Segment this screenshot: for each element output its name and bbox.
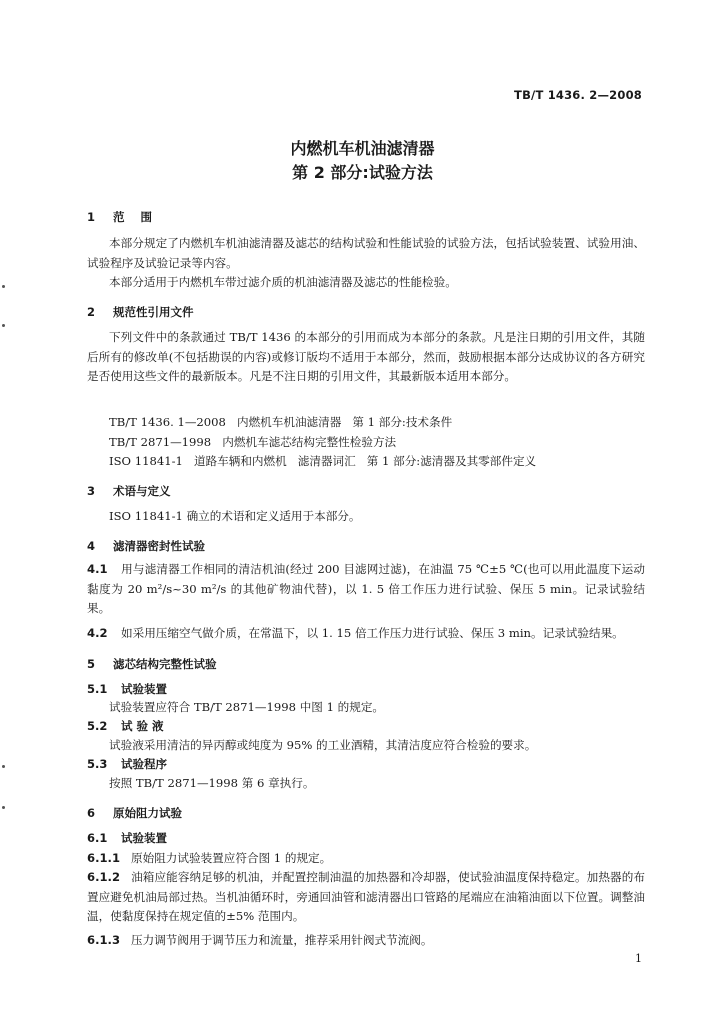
section-number: 6 bbox=[87, 806, 96, 820]
clause-number: 5.3 bbox=[87, 757, 108, 771]
section-number: 3 bbox=[87, 484, 96, 498]
section-title: 滤清器密封性试验 bbox=[113, 539, 205, 553]
scan-dot bbox=[2, 324, 5, 327]
clause-5-1-text: 试验装置应符合 TB/T 2871—1998 中图 1 的规定。 bbox=[109, 700, 385, 714]
clause-4-2 bbox=[87, 625, 624, 641]
section-2-heading bbox=[87, 304, 194, 320]
clause-5-3-text: 按照 TB/T 2871—1998 第 6 章执行。 bbox=[109, 776, 315, 790]
clause-6-1-1 bbox=[87, 850, 331, 866]
clause-number: 5.2 bbox=[87, 719, 108, 733]
section-1-paragraph-1: 本部分规定了内燃机车机油滤清器及滤芯的结构试验和性能试验的试验方法，包括试验装置、试验用油、试验程序及试验记录等内容。 bbox=[87, 236, 645, 270]
section-number: 4 bbox=[87, 539, 96, 553]
clause-title: 试验程序 bbox=[121, 757, 167, 771]
clause-number: 4.2 bbox=[87, 626, 108, 640]
scan-dot bbox=[2, 806, 5, 809]
clause-number: 4.1 bbox=[87, 562, 108, 576]
clause-number: 6.1.2 bbox=[87, 870, 121, 884]
section-title: 术语与定义 bbox=[113, 484, 171, 498]
scan-dot bbox=[2, 765, 5, 768]
clause-text: 用与滤清器工作相同的清洁机油(经过 200 目滤网过滤)，在油温 75 ℃±5 ℃(也可以用此温度下运动黏度为 20 m²/s~30 m²/s 的其他矿物油代替)，以 1. 5 倍工作压力进行试验、保压 5 min。记录试验结果。 bbox=[87, 562, 645, 616]
clause-title: 试验装置 bbox=[121, 831, 167, 845]
clause-5-2-heading bbox=[87, 718, 164, 734]
section-number: 1 bbox=[87, 210, 96, 224]
section-title: 原始阻力试验 bbox=[113, 806, 182, 820]
document-title: 内燃机车机油滤清器 bbox=[290, 139, 435, 158]
clause-6-1-heading bbox=[87, 830, 167, 846]
document-subtitle: 第 2 部分:试验方法 bbox=[292, 163, 433, 182]
page-number: 1 bbox=[635, 952, 642, 965]
section-number: 2 bbox=[87, 305, 96, 319]
clause-title: 试 验 液 bbox=[121, 719, 164, 733]
section-2-paragraph-1: 下列文件中的条款通过 TB/T 1436 的本部分的引用而成为本部分的条款。凡是注日期的引用文件，其随后所有的修改单(不包括勘误的内容)或修订版均不适用于本部分，然而，鼓励根据本部分达成协议的各方研究是否使用这些文件的最新版本。凡是不注日期的引用文件，其最新版本适用本部分。 bbox=[87, 330, 645, 384]
section-5-heading bbox=[87, 656, 217, 672]
standard-number: TB/T 1436. 2—2008 bbox=[514, 88, 642, 102]
clause-text: 油箱应能容纳足够的机油，并配置控制油温的加热器和冷却器，使试验油温度保持稳定。加热器的布置应避免机油局部过热。当机油循环时，旁通回油管和滤清器出口管路的尾端应在油箱油面以下位置。调整油温，使黏度保持在规定值的±5% 范围内。 bbox=[87, 870, 645, 924]
clause-5-1-heading bbox=[87, 681, 167, 697]
section-1-heading bbox=[87, 209, 152, 225]
clause-text: 压力调节阀用于调节压力和流量，推荐采用针阀式节流阀。 bbox=[131, 933, 433, 947]
section-title: 滤芯结构完整性试验 bbox=[113, 657, 217, 671]
clause-number: 6.1 bbox=[87, 831, 108, 845]
section-title: 规范性引用文件 bbox=[113, 305, 194, 319]
section-3-paragraph-1: ISO 11841-1 确立的术语和定义适用于本部分。 bbox=[109, 509, 361, 523]
reference-item: TB/T 1436. 1—2008 内燃机车机油滤清器 第 1 部分:技术条件 bbox=[109, 415, 453, 429]
section-1-paragraph-2: 本部分适用于内燃机车带过滤介质的机油滤清器及滤芯的性能检验。 bbox=[109, 275, 457, 289]
clause-number: 5.1 bbox=[87, 682, 108, 696]
clause-number: 6.1.1 bbox=[87, 851, 121, 865]
clause-5-3-heading bbox=[87, 756, 167, 772]
reference-item: ISO 11841-1 道路车辆和内燃机 滤清器词汇 第 1 部分:滤清器及其零部件定义 bbox=[109, 454, 537, 468]
clause-4-1 bbox=[87, 560, 645, 619]
section-title: 范 围 bbox=[113, 210, 153, 224]
clause-6-1-2 bbox=[87, 868, 645, 927]
clause-title: 试验装置 bbox=[121, 682, 167, 696]
section-4-heading bbox=[87, 538, 205, 554]
section-6-heading bbox=[87, 805, 182, 821]
reference-item: TB/T 2871—1998 内燃机车滤芯结构完整性检验方法 bbox=[109, 435, 397, 449]
scan-dot bbox=[2, 285, 5, 288]
clause-6-1-3 bbox=[87, 932, 432, 948]
clause-text: 原始阻力试验装置应符合图 1 的规定。 bbox=[131, 851, 332, 865]
clause-5-2-text: 试验液采用清洁的异丙醇或纯度为 95% 的工业酒精，其清洁度应符合检验的要求。 bbox=[109, 738, 537, 752]
clause-text: 如采用压缩空气做介质，在常温下，以 1. 15 倍工作压力进行试验、保压 3 min。记录试验结果。 bbox=[121, 626, 624, 640]
section-3-heading bbox=[87, 483, 171, 499]
clause-number: 6.1.3 bbox=[87, 933, 121, 947]
section-number: 5 bbox=[87, 657, 96, 671]
